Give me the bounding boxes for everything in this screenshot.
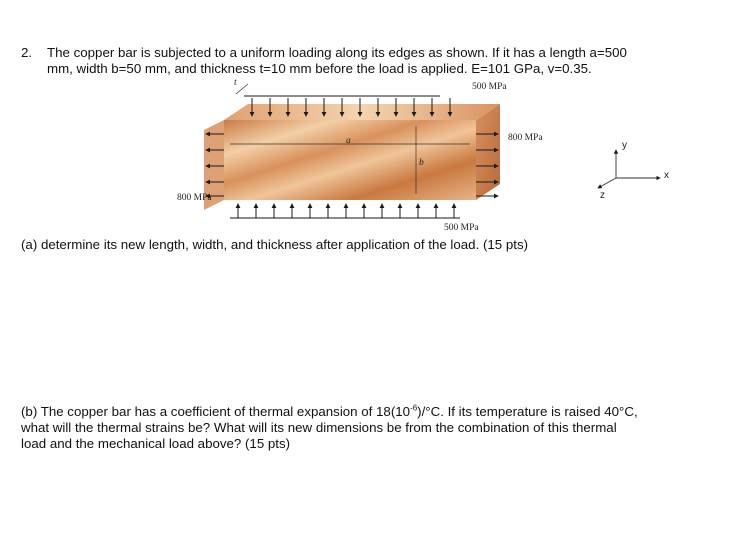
bottom-load-arrows [230, 204, 460, 218]
bar-side-face [476, 104, 500, 200]
stress-label-bottom: 500 MPa [444, 223, 479, 233]
axis-z-label: z [600, 190, 605, 201]
part-b-line1-start: (b) The copper bar has a coefficient of thermal expansion of 18(10 [21, 404, 411, 419]
problem-intro-line1: The copper bar is subjected to a uniform loading along its edges as shown. If it has a length a=500 [47, 45, 627, 60]
part-b-line2: what will the thermal strains be? What will its new dimensions be from the combination of this thermal [21, 420, 617, 435]
copper-bar-figure [160, 78, 720, 238]
stress-label-left: 800 MPa [177, 193, 212, 203]
copper-bar-diagram [160, 78, 720, 238]
coordinate-axes [598, 150, 660, 188]
axis-y-label: y [622, 140, 627, 151]
part-b-line1 [21, 404, 638, 420]
part-b-exponent: -6 [410, 403, 418, 413]
dimension-b-label: b [419, 158, 424, 168]
dimension-t-label: t [234, 78, 237, 88]
dimension-a-label: a [346, 136, 351, 146]
problem-number: 2. [21, 45, 33, 60]
bar-top-face [224, 104, 500, 120]
bar-front-face [224, 120, 476, 200]
axis-x-label: x [664, 170, 669, 181]
stress-label-right: 800 MPa [508, 133, 543, 143]
problem-intro-line2: mm, width b=50 mm, and thickness t=10 mm before the load is applied. E=101 GPa, v=0.35. [47, 61, 592, 76]
part-b-line1-end: )/°C. If its temperature is raised 40°C, [417, 404, 638, 419]
part-b-line3: load and the mechanical load above? (15 pts) [21, 436, 291, 451]
part-a-question: (a) determine its new length, width, and thickness after application of the load. (15 pts) [21, 237, 529, 252]
stress-label-top: 500 MPa [472, 82, 507, 92]
